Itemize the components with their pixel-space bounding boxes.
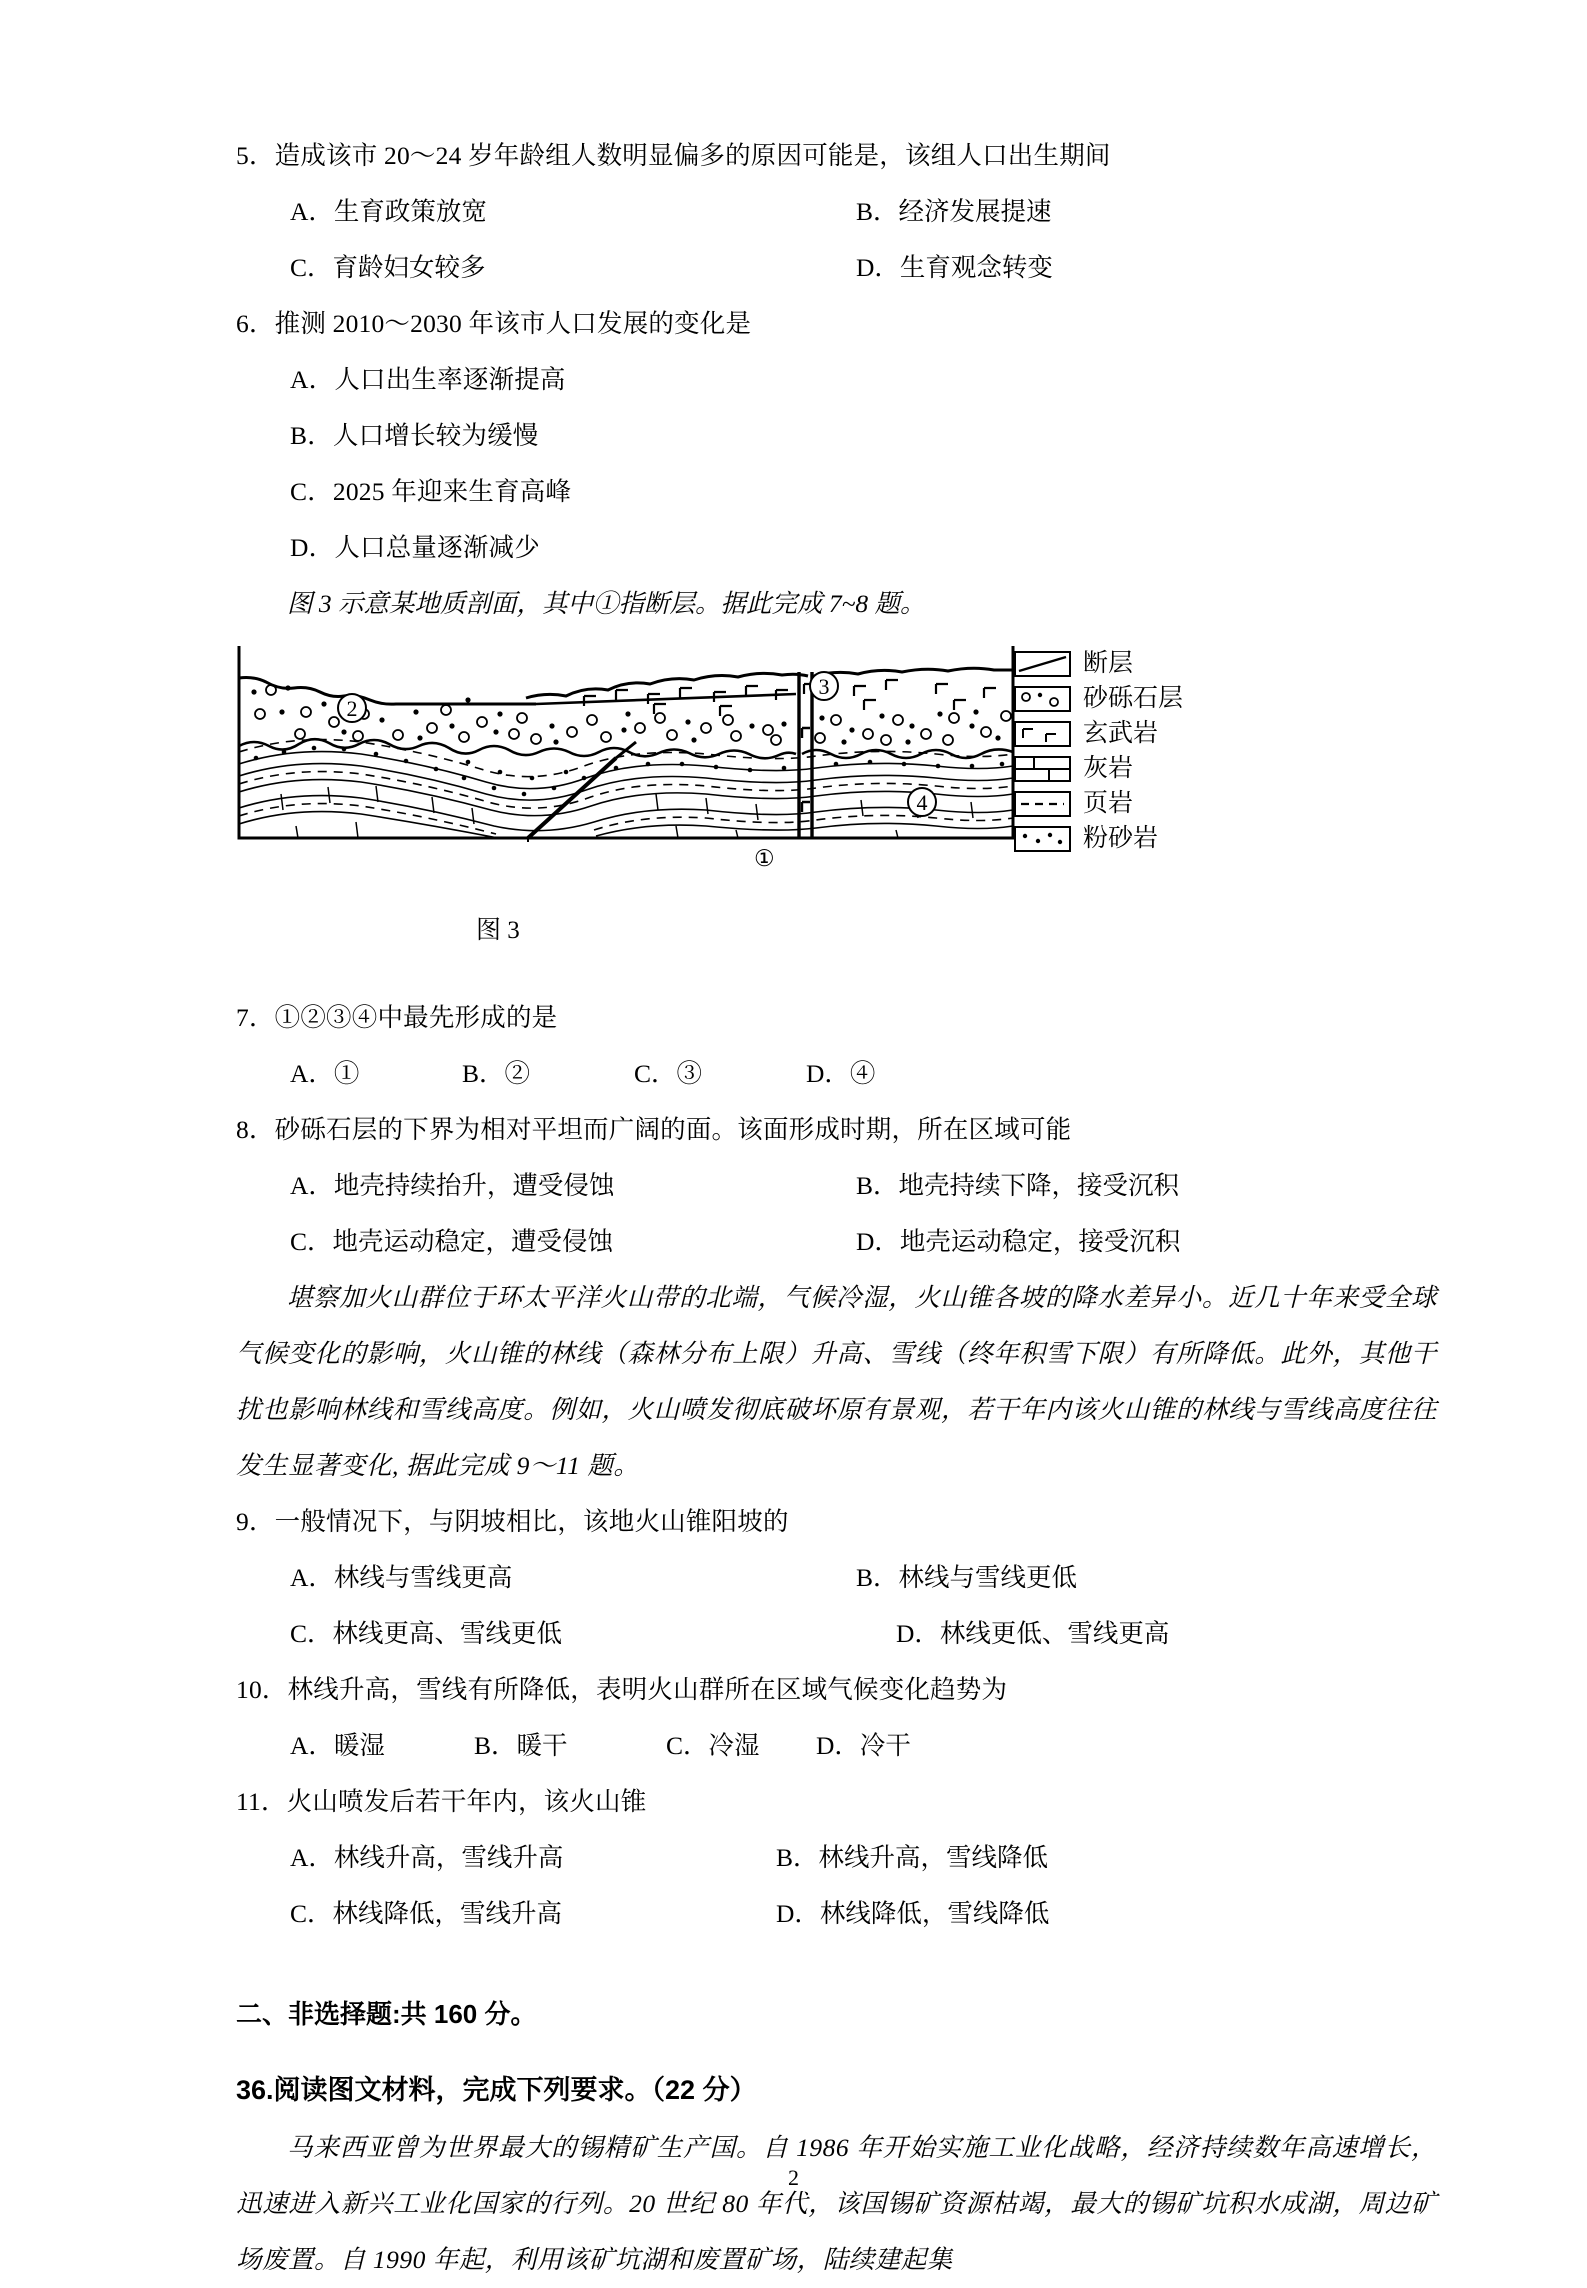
question-9-option-c: C．林线更高、雪线更低 <box>290 1619 563 1648</box>
question-6-option-a: A．人口出生率逐渐提高 <box>290 365 566 394</box>
question-11-option-a: A．林线升高，雪线升高 <box>290 1843 564 1872</box>
figure-3-leadin: 图 3 示意某地质剖面，其中①指断层。据此完成 7~8 题。 <box>287 589 926 618</box>
fault-swatch <box>1014 651 1071 677</box>
question-5-options-row-1 <box>236 184 1437 240</box>
legend-label-siltstone: 粉砂岩 <box>1083 824 1159 852</box>
question-9-option-b: B．林线与雪线更低 <box>856 1563 1078 1592</box>
legend-label-limestone: 灰岩 <box>1083 754 1134 782</box>
question-7-options-row <box>236 1046 1437 1102</box>
question-11-option-d: D．林线降低，雪线降低 <box>776 1899 1050 1928</box>
question-11-stem: 11．火山喷发后若干年内，该火山锥 <box>236 1787 647 1816</box>
section-2-heading: 二、非选择题:共 160 分。 <box>236 1999 537 2029</box>
legend-label-fault: 断层 <box>1083 649 1134 677</box>
legend-item-fault <box>1014 646 1183 681</box>
question-10-option-d: D．冷干 <box>816 1731 911 1760</box>
question-5-options-row-2 <box>236 240 1437 296</box>
question-7-option-d: D．④ <box>806 1059 876 1088</box>
question-8-option-c: C．地壳运动稳定，遭受侵蚀 <box>290 1227 614 1256</box>
question-8-options-row-1 <box>236 1158 1437 1214</box>
limestone-swatch <box>1014 756 1071 782</box>
question-7-stem: 7．①②③④中最先形成的是 <box>236 1003 558 1032</box>
question-8-option-d: D．地壳运动稳定，接受沉积 <box>856 1227 1181 1256</box>
gravel-swatch <box>1014 686 1071 712</box>
legend-item-siltstone <box>1014 821 1183 856</box>
basalt-swatch <box>1014 721 1071 747</box>
geological-cross-section <box>236 642 1016 842</box>
shale-swatch <box>1014 791 1071 817</box>
question-8-options-row-2 <box>236 1214 1437 1270</box>
question-9-stem: 9．一般情况下，与阴坡相比，该地火山锥阳坡的 <box>236 1507 789 1536</box>
question-7-option-c: C．③ <box>634 1059 703 1088</box>
legend-label-basalt: 玄武岩 <box>1083 719 1159 747</box>
question-11-options-row-2 <box>236 1886 1437 1942</box>
page-number: 2 <box>788 2165 799 2190</box>
question-9-options-row-2 <box>236 1606 1437 1662</box>
legend-item-limestone <box>1014 751 1183 786</box>
question-5-option-d: D．生育观念转变 <box>856 253 1053 282</box>
question-8-stem: 8．砂砾石层的下界为相对平坦而广阔的面。该面形成时期，所在区域可能 <box>236 1115 1072 1144</box>
figure-3-caption: 图 3 <box>476 917 520 944</box>
question-9-option-d: D．林线更低、雪线更高 <box>896 1619 1170 1648</box>
question-10-option-a: A．暖湿 <box>290 1731 385 1760</box>
question-5-stem: 5．造成该市 20～24 岁年龄组人数明显偏多的原因可能是，该组人口出生期间 <box>236 141 1111 170</box>
question-10-option-c: C．冷湿 <box>666 1731 760 1760</box>
figure-3 <box>236 642 1437 902</box>
question-10-options-row <box>236 1718 1437 1774</box>
legend-item-gravel <box>1014 681 1183 716</box>
marker-3: 3 <box>818 674 830 699</box>
question-8-option-b: B．地壳持续下降，接受沉积 <box>856 1171 1180 1200</box>
legend-label-gravel: 砂砾石层 <box>1083 684 1184 712</box>
legend-item-shale <box>1014 786 1183 821</box>
legend-item-basalt <box>1014 716 1183 751</box>
question-5-option-c: C．育龄妇女较多 <box>290 253 486 282</box>
marker-2: 2 <box>346 696 358 721</box>
question-10-stem: 10．林线升高，雪线有所降低，表明火山群所在区域气候变化趋势为 <box>236 1675 1008 1704</box>
question-6-option-b: B．人口增长较为缓慢 <box>290 421 539 450</box>
question-9-option-a: A．林线与雪线更高 <box>290 1563 513 1592</box>
question-6-stem: 6．推测 2010～2030 年该市人口发展的变化是 <box>236 309 752 338</box>
question-11-options-row-1 <box>236 1830 1437 1886</box>
marker-1: ① <box>754 846 775 871</box>
question-7-option-b: B．② <box>462 1059 531 1088</box>
legend-label-shale: 页岩 <box>1083 789 1134 817</box>
question-6-option-d: D．人口总量逐渐减少 <box>290 533 540 562</box>
volcano-passage: 堪察加火山群位于环太平洋火山带的北端，气候冷湿，火山锥各坡的降水差异小。近几十年来受全球气候变化的影响，火山锥的林线（森林分布上限）升高、雪线（终年积雪下限）有所降低。此外，其他干扰也影响林线和雪线高度。例如，火山喷发彻底破坏原有景观，若干年内该火山锥的林线与雪线高度往往发生显著变化, 据此完成 9～11 题。 <box>236 1283 1437 1480</box>
marker-4: 4 <box>916 790 928 815</box>
question-10-option-b: B．暖干 <box>474 1731 568 1760</box>
question-5-option-b: B．经济发展提速 <box>856 197 1052 226</box>
question-36-heading: 36.阅读图文材料，完成下列要求。（22 分） <box>236 2075 757 2105</box>
question-7-option-a: A．① <box>290 1059 360 1088</box>
question-6-option-c: C．2025 年迎来生育高峰 <box>290 477 572 506</box>
question-36-passage: 马来西亚曾为世界最大的锡精矿生产国。自 1986 年开始实施工业化战略，经济持续数年高速增长，迅速进入新兴工业化国家的行列。20 世纪 80 年代，该国锡矿资源枯竭，最大的锡矿坑积水成湖，周边矿场废置。自 1990 年起，利用该矿坑湖和废置矿场，陆续建起集 <box>236 2133 1437 2274</box>
figure-3-legend <box>1014 646 1183 856</box>
question-11-option-c: C．林线降低，雪线升高 <box>290 1899 563 1928</box>
question-5-option-a: A．生育政策放宽 <box>290 197 487 226</box>
siltstone-swatch <box>1014 826 1071 852</box>
question-11-option-b: B．林线升高，雪线降低 <box>776 1843 1049 1872</box>
question-8-option-a: A．地壳持续抬升，遭受侵蚀 <box>290 1171 615 1200</box>
question-9-options-row-1 <box>236 1550 1437 1606</box>
